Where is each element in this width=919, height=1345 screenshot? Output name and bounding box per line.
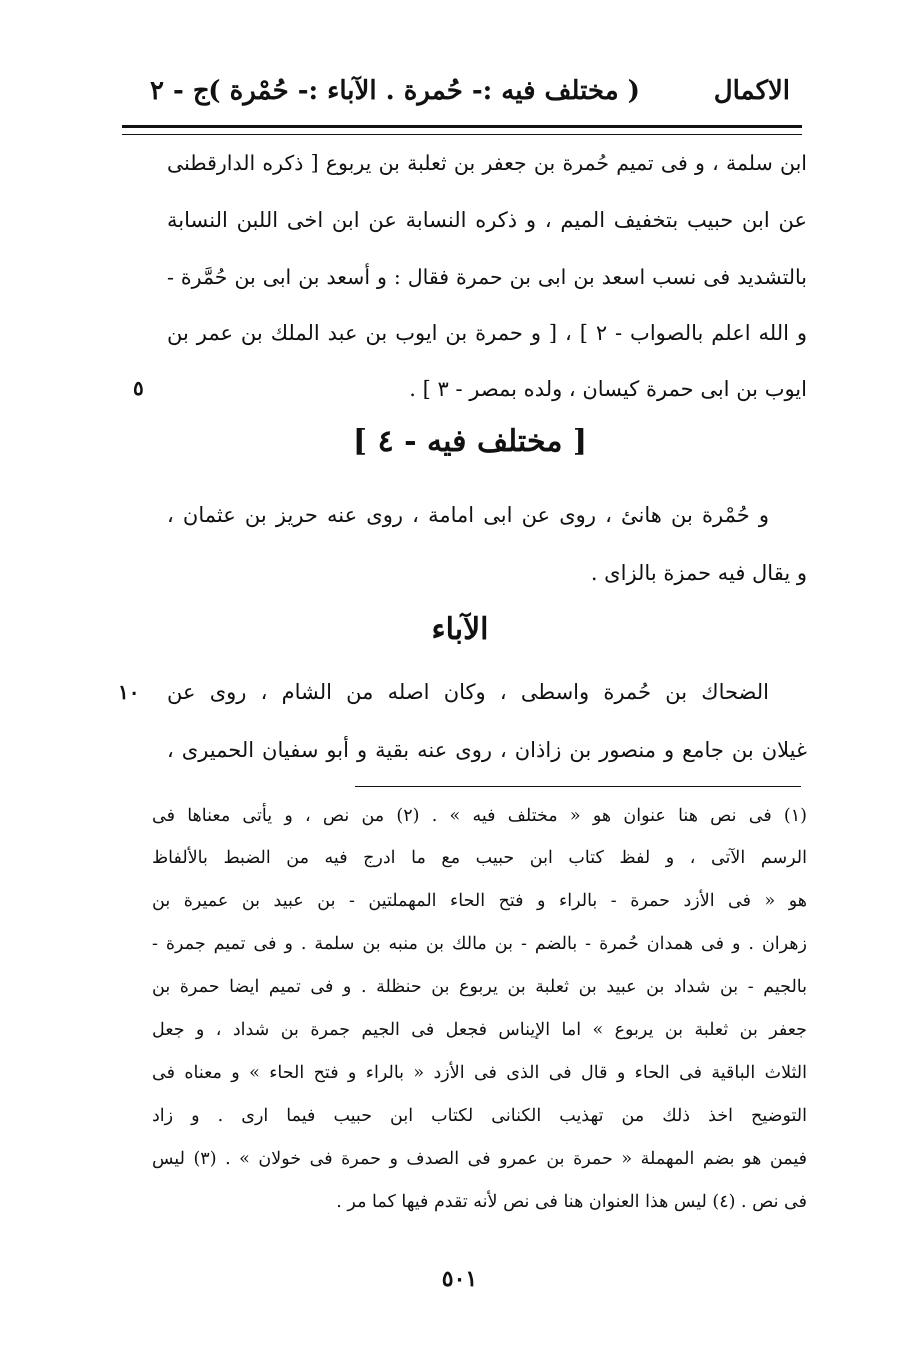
- page-number: ٥٠١: [441, 1266, 478, 1292]
- running-title: ( مختلف فيه :- حُمرة . الآباء :- حُمْرة ): [208, 76, 640, 106]
- body-line-2: عن ابن حبيب بتخفيف الميم ، و ذكره النسابة عن ابن اخى اللبن النسابة: [167, 208, 807, 232]
- section-heading-aba: الآباء: [431, 612, 489, 647]
- mukhtalaf-line-2: و يقال فيه حمزة بالزاى .: [590, 561, 807, 585]
- footnote-line-1: (١) فى نص هنا عنوان هو « مختلف فيه » . (٢) من نص ، و يأتى معناها فى: [152, 806, 807, 826]
- footnote-separator: [355, 786, 801, 787]
- body-line-5: ايوب بن ابى حمرة كيسان ، ولده بمصر - ٣ ] .: [409, 377, 807, 401]
- footnote-line-7: الثلاث الباقية فى الحاء و قال فى الذى فى الأزد « بالراء و فتح الحاء » و معناه فى: [152, 1063, 807, 1083]
- line-marker-10: ١٠: [118, 680, 140, 704]
- footnote-line-2: الرسم الآتى ، و لفظ كتاب ابن حبيب مع ما ادرج فيه من الضبط بالألفاظ: [152, 848, 807, 868]
- footnote-line-4: زهران . و فى همدان حُمرة - بالضم - بن مالك بن منبه بن سلمة . و فى تميم جمرة -: [152, 934, 807, 954]
- book-title: الاكمال: [713, 76, 790, 106]
- footnote-line-6: جعفر بن ثعلبة بن يربوع » اما الإيناس فجعل فى الجيم جمرة بن شداد ، و جعل: [152, 1020, 807, 1040]
- body-line-1: ابن سلمة ، و فى تميم حُمرة بن جعفر بن ثعلبة بن يربوع [ ذكره الدارقطنى: [167, 151, 807, 175]
- running-header: [140, 70, 790, 118]
- mukhtalaf-line-1: و حُمْرة بن هانئ ، روى عن ابى امامة ، روى عنه حريز بن عثمان ،: [167, 503, 769, 527]
- section-heading-mukhtalaf: [ مختلف فيه - ٤ ]: [352, 424, 588, 459]
- footnote-line-10: فى نص . (٤) ليس هذا العنوان هنا فى نص لأنه تقدم فيها كما مر .: [336, 1192, 807, 1212]
- footnote-line-3: هو « فى الأزد حمرة - بالراء و فتح الحاء المهملتين - بن عبيد بن عميرة بن: [152, 891, 807, 911]
- aba-line-1: الضحاك بن حُمرة واسطى ، وكان اصله من الشام ، روى عن: [167, 680, 769, 704]
- body-line-4: و الله اعلم بالصواب - ٢ ] ، [ و حمرة بن ايوب بن عبد الملك بن عمر بن: [167, 321, 808, 345]
- body-line-3: بالتشديد فى نسب اسعد بن ابى بن حمرة فقال : و أسعد بن ابى بن حُمَّرة -: [167, 265, 807, 289]
- line-marker-5: ٥: [133, 376, 144, 400]
- header-double-rule: [122, 125, 802, 135]
- volume-number: ج - ٢: [150, 76, 210, 106]
- footnote-line-8: التوضيح اخذ ذلك من تهذيب الكنانى لكتاب ابن حبيب فيما ارى . و زاد: [152, 1106, 807, 1126]
- footnote-line-9: فيمن هو بضم المهملة « حمرة بن عمرو فى الصدف و حمرة فى خولان » . (٣) ليس: [152, 1149, 807, 1169]
- aba-line-2: غيلان بن جامع و منصور بن زاذان ، روى عنه بقية و أبو سفيان الحميرى ،: [167, 738, 807, 762]
- footnote-line-5: بالجيم - بن شداد بن عبيد بن ثعلبة بن يربوع بن حنظلة . و فى تميم ايضا حمرة بن: [152, 977, 807, 997]
